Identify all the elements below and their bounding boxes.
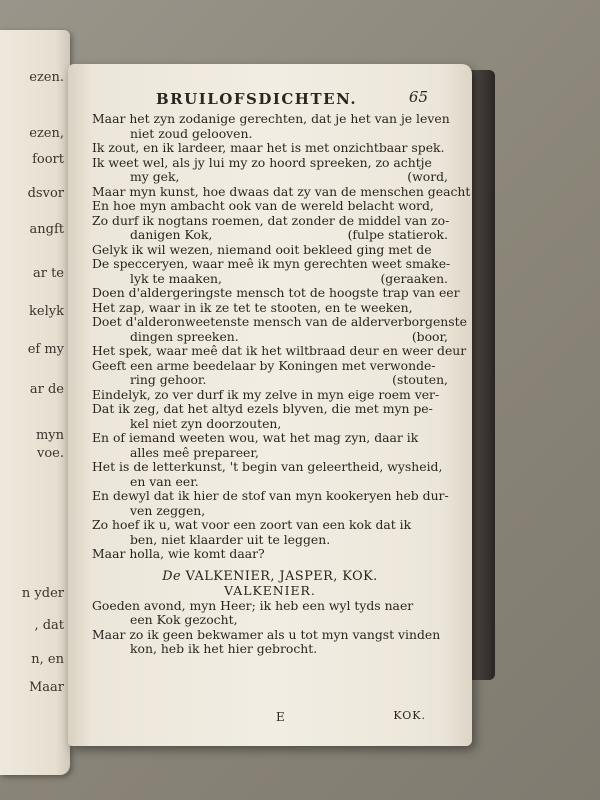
verse-line bbox=[92, 599, 448, 614]
verse-line bbox=[92, 628, 448, 643]
running-head: BRUILOFSDICHTEN. bbox=[156, 90, 358, 108]
verse-line-turnover: (geraaken. bbox=[380, 270, 448, 286]
verse-line bbox=[92, 156, 448, 171]
poem-text bbox=[92, 111, 471, 657]
book-page bbox=[68, 64, 472, 746]
verse-line bbox=[92, 141, 448, 156]
verse-line bbox=[92, 170, 448, 185]
verse-line bbox=[92, 402, 448, 417]
verse-line-text: Maar holla, wie komt daar? bbox=[92, 546, 265, 561]
left-fragment: dsvor bbox=[27, 186, 64, 201]
left-fragment: Maar bbox=[28, 680, 64, 695]
verse-line bbox=[92, 373, 448, 388]
left-fragment: n yder bbox=[21, 586, 64, 601]
verse-line bbox=[92, 613, 448, 628]
left-fragment: , dat bbox=[34, 618, 64, 633]
verse-line bbox=[92, 446, 448, 461]
verse-line bbox=[92, 475, 448, 490]
speakers-names: VALKENIER, JASPER, KOK. bbox=[185, 568, 378, 584]
verse-line bbox=[92, 431, 448, 446]
verse-line-text: Zo hoef ik u, wat voor een zoort van een kok dat ik bbox=[92, 517, 412, 532]
left-fragment: ezen. bbox=[29, 70, 64, 85]
left-fragment: ar te bbox=[32, 266, 64, 281]
verse-line-text: Maar het zyn zodanige gerechten, dat je het van je leven bbox=[92, 111, 450, 126]
verse-line-text: alles meê prepareer, bbox=[130, 444, 259, 460]
verse-line bbox=[92, 547, 448, 562]
verse-line-text: Het zap, waar in ik ze tet te stooten, en te weeken, bbox=[92, 299, 413, 315]
left-fragment: angft bbox=[29, 222, 64, 237]
verse-line-text: ben, niet klaarder uit te leggen. bbox=[130, 531, 331, 547]
speakers-prefix: De bbox=[162, 568, 182, 584]
verse-line-text: Zo durf ik nogtans roemen, dat zonder de middel van zo- bbox=[92, 212, 450, 228]
verse-line-text: kon, heb ik het hier gebrocht. bbox=[130, 641, 318, 656]
verse-line bbox=[92, 199, 448, 214]
verse-line-text: ring gehoor. bbox=[130, 372, 207, 387]
verse-line-text: Gelyk ik wil wezen, niemand ooit bekleed ging met de bbox=[92, 241, 432, 257]
verse-line-text: Eindelyk, zo ver durf ik my zelve in myn eige roem ver- bbox=[92, 386, 440, 402]
verse-line bbox=[92, 343, 467, 359]
verse-line-text: ven zeggen, bbox=[130, 502, 206, 518]
verse-line bbox=[92, 272, 448, 287]
verse-line-text: Ik zout, en ik lardeer, maar het is met onzichtbaar spek. bbox=[92, 140, 445, 155]
verse-line-text: En of iemand weeten wou, wat het mag zyn, daar ik bbox=[92, 430, 419, 445]
speaker-heading: VALKENIER. bbox=[224, 583, 316, 598]
left-fragment: voe. bbox=[37, 446, 64, 461]
speakers-line bbox=[92, 570, 448, 585]
catchword: KOK. bbox=[393, 709, 426, 722]
verse-line bbox=[92, 228, 448, 243]
verse-line-text: lyk te maaken, bbox=[130, 270, 222, 286]
verse-block-2 bbox=[92, 599, 448, 657]
verse-line bbox=[92, 243, 448, 258]
verse-line-text: Doet d'alderonweetenste mensch van de alderverborgenste bbox=[92, 314, 467, 329]
verse-line bbox=[92, 460, 448, 475]
verse-line bbox=[92, 642, 448, 657]
verse-line bbox=[92, 417, 448, 432]
left-page bbox=[0, 30, 70, 775]
verse-line bbox=[92, 388, 448, 403]
verse-line-text: Het spek, waar meê dat ik het wiltbraad deur en weer deur bbox=[92, 343, 467, 358]
verse-line-text: Ik weet wel, als jy lui my zo hoord spreeken, zo achtje bbox=[92, 154, 432, 170]
left-fragment: kelyk bbox=[29, 304, 64, 319]
verse-line bbox=[92, 285, 460, 301]
verse-line-text: een Kok gezocht, bbox=[130, 612, 238, 627]
verse-line-text: en van eer. bbox=[130, 473, 199, 489]
left-fragment: ef my bbox=[27, 342, 64, 357]
verse-line-text: my gek, bbox=[130, 169, 180, 184]
verse-line-turnover: (stouten, bbox=[392, 372, 448, 387]
left-fragment: ezen, bbox=[29, 126, 64, 141]
verse-line-turnover: (boor, bbox=[411, 328, 448, 344]
verse-line-text: Doen d'aldergeringste mensch tot de hoogste trap van eer bbox=[92, 285, 460, 300]
verse-line-text: De specceryen, waar meê ik myn gerechten weet smake- bbox=[92, 256, 451, 271]
signature-mark: E bbox=[276, 710, 285, 724]
verse-line bbox=[92, 504, 448, 519]
verse-line-text: En dewyl dat ik hier de stof van myn kookeryen heb dur- bbox=[92, 488, 449, 503]
verse-line bbox=[92, 112, 448, 127]
verse-line-text: Het is de letterkunst, 't begin van geleertheid, wysheid, bbox=[92, 459, 443, 474]
verse-line bbox=[92, 183, 471, 200]
verse-line bbox=[92, 314, 467, 330]
verse-line-text: niet zoud gelooven. bbox=[130, 125, 253, 141]
verse-line bbox=[92, 330, 448, 345]
verse-line bbox=[92, 301, 448, 316]
verse-line-text: dingen spreeken. bbox=[130, 328, 239, 344]
verse-line bbox=[92, 518, 448, 533]
left-fragment: n, en bbox=[31, 652, 64, 667]
verse-line-turnover: (fulpe statierok. bbox=[347, 227, 448, 242]
verse-line bbox=[92, 359, 448, 374]
verse-line-text: Dat ik zeg, dat het altyd ezels blyven, die met myn pe- bbox=[92, 401, 433, 416]
verse-line bbox=[92, 256, 451, 272]
left-fragment: ar de bbox=[29, 382, 64, 397]
verse-line bbox=[92, 214, 448, 229]
verse-line bbox=[92, 489, 448, 504]
verse-line bbox=[92, 127, 448, 142]
verse-line-text: Maar zo ik geen bekwamer als u tot myn vangst vinden bbox=[92, 626, 441, 642]
verse-line bbox=[92, 533, 448, 548]
verse-line-text: danigen Kok, bbox=[130, 227, 213, 242]
left-fragment: foort bbox=[32, 152, 64, 167]
verse-line-text: kel niet zyn doorzouten, bbox=[130, 415, 282, 431]
verse-line-turnover: (word, bbox=[407, 169, 448, 184]
verse-line-text: Geeft een arme beedelaar by Koningen met verwonde- bbox=[92, 357, 436, 373]
left-fragment: myn bbox=[35, 428, 64, 443]
verse-line-text: Goeden avond, myn Heer; ik heb een wyl tyds naer bbox=[92, 597, 414, 613]
verse-block-1 bbox=[92, 111, 471, 562]
page-number: 65 bbox=[408, 88, 428, 106]
verse-line-text: En hoe myn ambacht ook van de wereld belacht word, bbox=[92, 198, 434, 213]
verse-line-text: Maar myn kunst, hoe dwaas dat zy van de menschen geacht bbox=[92, 183, 471, 199]
